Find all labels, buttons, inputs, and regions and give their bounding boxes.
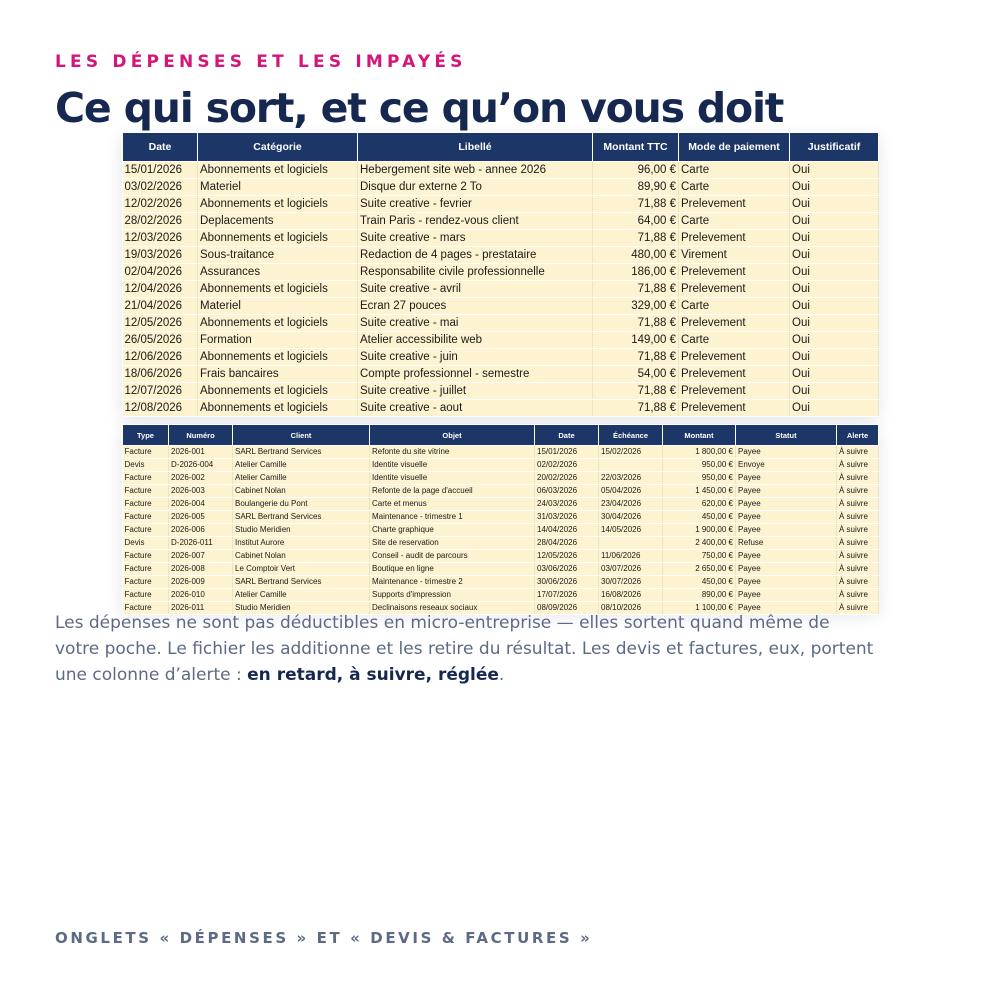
table-cell: Payee <box>736 446 837 459</box>
table-cell: Payee <box>736 602 837 615</box>
table-cell: 15/01/2026 <box>123 162 198 179</box>
table-cell: Carte et menus <box>370 498 535 511</box>
table-cell: 03/02/2026 <box>123 179 198 196</box>
table-cell: Payee <box>736 472 837 485</box>
table-cell: Ecran 27 pouces <box>358 298 593 315</box>
table-cell: 71,88 € <box>593 383 679 400</box>
factures-col-header: Statut <box>736 425 837 446</box>
table-cell: 149,00 € <box>593 332 679 349</box>
table-cell: Prelevement <box>679 383 790 400</box>
table-cell: Boutique en ligne <box>370 563 535 576</box>
table-cell: SARL Bertrand Services <box>233 511 370 524</box>
table-cell: Atelier accessibilite web <box>358 332 593 349</box>
table-cell: Prelevement <box>679 400 790 417</box>
table-cell: 12/08/2026 <box>123 400 198 417</box>
depenses-col-header: Date <box>123 133 198 162</box>
table-cell: Payee <box>736 563 837 576</box>
table-cell: 12/06/2026 <box>123 349 198 366</box>
table-cell: Oui <box>790 366 879 383</box>
table-cell: Oui <box>790 162 879 179</box>
table-cell: 08/10/2026 <box>599 602 663 615</box>
table-cell: À suivre <box>837 550 879 563</box>
table-cell: 05/04/2026 <box>599 485 663 498</box>
factures-col-header: Échéance <box>599 425 663 446</box>
table-cell: À suivre <box>837 602 879 615</box>
table-cell: Declinaisons reseaux sociaux <box>370 602 535 615</box>
table-cell: Facture <box>123 524 169 537</box>
table-cell: À suivre <box>837 576 879 589</box>
table-cell: 620,00 € <box>663 498 736 511</box>
table-cell: 2 650,00 € <box>663 563 736 576</box>
table-cell: Suite creative - fevrier <box>358 196 593 213</box>
table-cell: 54,00 € <box>593 366 679 383</box>
table-cell: 06/03/2026 <box>535 485 599 498</box>
table-cell: 22/03/2026 <box>599 472 663 485</box>
table-row <box>123 332 879 349</box>
table-cell: 12/05/2026 <box>123 315 198 332</box>
table-cell: Redaction de 4 pages - prestataire <box>358 247 593 264</box>
table-cell: Prelevement <box>679 196 790 213</box>
table-row <box>123 213 879 230</box>
table-cell: À suivre <box>837 563 879 576</box>
table-cell: 64,00 € <box>593 213 679 230</box>
table-row <box>123 400 879 417</box>
depenses-col-header: Mode de paiement <box>679 133 790 162</box>
depenses-col-header: Justificatif <box>790 133 879 162</box>
table-cell: 71,88 € <box>593 196 679 213</box>
table-cell: Carte <box>679 332 790 349</box>
table-row <box>123 162 879 179</box>
depenses-col-header: Catégorie <box>198 133 358 162</box>
table-cell: 23/04/2026 <box>599 498 663 511</box>
table-cell: Suite creative - juin <box>358 349 593 366</box>
table-cell: 1 450,00 € <box>663 485 736 498</box>
table-cell: 15/01/2026 <box>535 446 599 459</box>
table-cell: Conseil - audit de parcours <box>370 550 535 563</box>
table-cell: 1 800,00 € <box>663 446 736 459</box>
table-cell: Abonnements et logiciels <box>198 281 358 298</box>
factures-header-row <box>123 425 879 446</box>
table-cell: Abonnements et logiciels <box>198 315 358 332</box>
table-row <box>123 524 879 537</box>
table-cell: Responsabilite civile professionnelle <box>358 264 593 281</box>
table-cell: Oui <box>790 230 879 247</box>
table-cell: D-2026-004 <box>169 459 233 472</box>
table-cell: Oui <box>790 196 879 213</box>
table-cell: Oui <box>790 400 879 417</box>
table-cell: 15/02/2026 <box>599 446 663 459</box>
table-cell: 450,00 € <box>663 576 736 589</box>
table-row <box>123 366 879 383</box>
table-row <box>123 563 879 576</box>
table-cell: Payee <box>736 576 837 589</box>
table-cell: 11/06/2026 <box>599 550 663 563</box>
table-cell: 30/07/2026 <box>599 576 663 589</box>
depenses-body <box>123 162 879 417</box>
table-cell: D-2026-011 <box>169 537 233 550</box>
table-cell: 12/04/2026 <box>123 281 198 298</box>
table-cell: Suite creative - mars <box>358 230 593 247</box>
table-row <box>123 230 879 247</box>
table-cell: 31/03/2026 <box>535 511 599 524</box>
table-cell: Devis <box>123 537 169 550</box>
table-cell: Charte graphique <box>370 524 535 537</box>
table-cell: Facture <box>123 485 169 498</box>
table-cell: Virement <box>679 247 790 264</box>
table-cell: Atelier Camille <box>233 459 370 472</box>
table-cell: Payee <box>736 589 837 602</box>
table-cell: Payee <box>736 485 837 498</box>
table-cell: 71,88 € <box>593 230 679 247</box>
table-cell: 71,88 € <box>593 349 679 366</box>
depenses-col-header: Montant TTC <box>593 133 679 162</box>
table-cell: 12/07/2026 <box>123 383 198 400</box>
table-cell: À suivre <box>837 524 879 537</box>
table-cell: 750,00 € <box>663 550 736 563</box>
table-cell: Payee <box>736 511 837 524</box>
table-cell: 2026-001 <box>169 446 233 459</box>
table-cell: Abonnements et logiciels <box>198 383 358 400</box>
section-kicker: LES DÉPENSES ET LES IMPAYÉS <box>55 52 467 72</box>
table-cell: Suite creative - aout <box>358 400 593 417</box>
table-cell: À suivre <box>837 537 879 550</box>
table-cell <box>599 459 663 472</box>
table-cell: À suivre <box>837 498 879 511</box>
table-cell: 21/04/2026 <box>123 298 198 315</box>
table-cell: Le Comptoir Vert <box>233 563 370 576</box>
table-cell: 2026-008 <box>169 563 233 576</box>
depenses-col-header: Libellé <box>358 133 593 162</box>
table-cell: 26/05/2026 <box>123 332 198 349</box>
explanation-end: . <box>498 665 505 685</box>
table-cell: Refonte du site vitrine <box>370 446 535 459</box>
table-row <box>123 472 879 485</box>
table-cell: 89,90 € <box>593 179 679 196</box>
table-cell: Identite visuelle <box>370 459 535 472</box>
factures-col-header: Alerte <box>837 425 879 446</box>
table-cell: Atelier Camille <box>233 589 370 602</box>
table-row <box>123 537 879 550</box>
table-cell: 950,00 € <box>663 472 736 485</box>
table-cell: 08/09/2026 <box>535 602 599 615</box>
table-cell: Deplacements <box>198 213 358 230</box>
table-cell: Abonnements et logiciels <box>198 196 358 213</box>
table-cell: 2026-004 <box>169 498 233 511</box>
table-cell: Refuse <box>736 537 837 550</box>
table-cell: Facture <box>123 550 169 563</box>
table-cell: 950,00 € <box>663 459 736 472</box>
table-row <box>123 179 879 196</box>
table-cell: Payee <box>736 498 837 511</box>
table-cell: Assurances <box>198 264 358 281</box>
table-cell: Carte <box>679 213 790 230</box>
table-row <box>123 349 879 366</box>
table-cell: Hebergement site web - annee 2026 <box>358 162 593 179</box>
table-cell: Carte <box>679 179 790 196</box>
table-cell: SARL Bertrand Services <box>233 446 370 459</box>
table-row <box>123 264 879 281</box>
footer-caption: ONGLETS « DÉPENSES » ET « DEVIS & FACTURES » <box>55 929 593 947</box>
table-cell: 2026-002 <box>169 472 233 485</box>
table-cell: Maintenance - trimestre 1 <box>370 511 535 524</box>
table-cell: Prelevement <box>679 349 790 366</box>
table-cell: Facture <box>123 563 169 576</box>
table-cell: Materiel <box>198 298 358 315</box>
table-cell: Studio Meridien <box>233 524 370 537</box>
table-cell: Refonte de la page d'accueil <box>370 485 535 498</box>
table-cell: À suivre <box>837 459 879 472</box>
table-cell: Boulangerie du Pont <box>233 498 370 511</box>
table-cell: Cabinet Nolan <box>233 485 370 498</box>
table-cell: À suivre <box>837 472 879 485</box>
table-cell: Institut Aurore <box>233 537 370 550</box>
table-cell: Disque dur externe 2 To <box>358 179 593 196</box>
table-cell <box>599 537 663 550</box>
table-cell: 02/02/2026 <box>535 459 599 472</box>
table-cell: Abonnements et logiciels <box>198 400 358 417</box>
table-cell: Frais bancaires <box>198 366 358 383</box>
table-cell: 329,00 € <box>593 298 679 315</box>
explanation-text: Les dépenses ne sont pas déductibles en micro-entreprise — elles sortent quand même de votre poche. Le fichier les additionne et les retire du résultat. Les devis et factures, eux, portent une colonne d’alerte : <box>55 613 874 685</box>
table-cell: 28/04/2026 <box>535 537 599 550</box>
table-cell: 30/06/2026 <box>535 576 599 589</box>
table-row <box>123 383 879 400</box>
table-cell: Cabinet Nolan <box>233 550 370 563</box>
table-cell: Oui <box>790 383 879 400</box>
table-cell: Prelevement <box>679 264 790 281</box>
depenses-table <box>122 132 879 417</box>
table-cell: Identite visuelle <box>370 472 535 485</box>
table-cell: Oui <box>790 349 879 366</box>
depenses-sheet-screenshot <box>122 132 878 413</box>
table-cell: 2026-005 <box>169 511 233 524</box>
factures-col-header: Montant <box>663 425 736 446</box>
table-row <box>123 576 879 589</box>
explanation-paragraph <box>55 610 875 688</box>
table-cell: Supports d'impression <box>370 589 535 602</box>
table-row <box>123 589 879 602</box>
table-row <box>123 315 879 332</box>
table-cell: 1 100,00 € <box>663 602 736 615</box>
table-cell: Oui <box>790 213 879 230</box>
table-row <box>123 550 879 563</box>
table-cell: Facture <box>123 576 169 589</box>
table-cell: 2026-010 <box>169 589 233 602</box>
table-cell: 03/07/2026 <box>599 563 663 576</box>
table-cell: 2026-011 <box>169 602 233 615</box>
table-cell: Suite creative - mai <box>358 315 593 332</box>
table-cell: Oui <box>790 332 879 349</box>
table-cell: 2026-003 <box>169 485 233 498</box>
table-row <box>123 446 879 459</box>
table-cell: Maintenance - trimestre 2 <box>370 576 535 589</box>
table-cell: Studio Meridien <box>233 602 370 615</box>
table-cell: 450,00 € <box>663 511 736 524</box>
table-cell: Facture <box>123 589 169 602</box>
table-cell: Facture <box>123 446 169 459</box>
table-cell: Facture <box>123 511 169 524</box>
table-cell: À suivre <box>837 589 879 602</box>
factures-sheet-screenshot <box>122 424 878 612</box>
table-cell: 03/06/2026 <box>535 563 599 576</box>
table-cell: SARL Bertrand Services <box>233 576 370 589</box>
table-cell: 2026-007 <box>169 550 233 563</box>
page-title: Ce qui sort, et ce qu’on vous doit <box>55 84 784 132</box>
table-cell: Oui <box>790 247 879 264</box>
table-cell: 19/03/2026 <box>123 247 198 264</box>
table-cell: 186,00 € <box>593 264 679 281</box>
table-cell: Carte <box>679 162 790 179</box>
table-cell: À suivre <box>837 446 879 459</box>
table-cell: 890,00 € <box>663 589 736 602</box>
factures-body <box>123 446 879 615</box>
table-cell: 18/06/2026 <box>123 366 198 383</box>
table-cell: Materiel <box>198 179 358 196</box>
table-row <box>123 298 879 315</box>
table-cell: 02/04/2026 <box>123 264 198 281</box>
table-cell: Oui <box>790 281 879 298</box>
table-cell: Site de reservation <box>370 537 535 550</box>
table-cell: Facture <box>123 602 169 615</box>
table-cell: 2 400,00 € <box>663 537 736 550</box>
table-cell: Oui <box>790 264 879 281</box>
table-cell: Sous-traitance <box>198 247 358 264</box>
factures-col-header: Date <box>535 425 599 446</box>
table-cell: Compte professionnel - semestre <box>358 366 593 383</box>
factures-col-header: Type <box>123 425 169 446</box>
table-row <box>123 281 879 298</box>
table-cell: Oui <box>790 179 879 196</box>
table-cell: 2026-006 <box>169 524 233 537</box>
table-row <box>123 485 879 498</box>
table-cell: 20/02/2026 <box>535 472 599 485</box>
table-cell: 14/05/2026 <box>599 524 663 537</box>
table-cell: 2026-009 <box>169 576 233 589</box>
table-cell: Facture <box>123 472 169 485</box>
table-cell: Payee <box>736 550 837 563</box>
table-cell: Oui <box>790 315 879 332</box>
table-cell: 12/05/2026 <box>535 550 599 563</box>
table-cell: Abonnements et logiciels <box>198 230 358 247</box>
table-row <box>123 459 879 472</box>
alert-states: en retard, à suivre, réglée <box>247 665 499 685</box>
table-cell: Carte <box>679 298 790 315</box>
table-cell: 480,00 € <box>593 247 679 264</box>
depenses-header-row <box>123 133 879 162</box>
table-cell: Abonnements et logiciels <box>198 349 358 366</box>
table-cell: 14/04/2026 <box>535 524 599 537</box>
table-cell: Atelier Camille <box>233 472 370 485</box>
table-row <box>123 196 879 213</box>
table-cell: Suite creative - avril <box>358 281 593 298</box>
factures-col-header: Client <box>233 425 370 446</box>
table-cell: 24/03/2026 <box>535 498 599 511</box>
factures-col-header: Objet <box>370 425 535 446</box>
table-cell: Formation <box>198 332 358 349</box>
table-cell: Facture <box>123 498 169 511</box>
table-cell: Abonnements et logiciels <box>198 162 358 179</box>
table-cell: Suite creative - juillet <box>358 383 593 400</box>
table-cell: 71,88 € <box>593 315 679 332</box>
table-cell: 17/07/2026 <box>535 589 599 602</box>
table-cell: 71,88 € <box>593 281 679 298</box>
table-cell: Prelevement <box>679 315 790 332</box>
table-row <box>123 247 879 264</box>
factures-table <box>122 424 879 615</box>
table-cell: Envoye <box>736 459 837 472</box>
table-cell: Prelevement <box>679 281 790 298</box>
table-cell: 71,88 € <box>593 400 679 417</box>
table-cell: À suivre <box>837 511 879 524</box>
table-cell: 30/04/2026 <box>599 511 663 524</box>
factures-col-header: Numéro <box>169 425 233 446</box>
table-cell: 12/03/2026 <box>123 230 198 247</box>
table-cell: Prelevement <box>679 230 790 247</box>
table-row <box>123 511 879 524</box>
table-cell: 28/02/2026 <box>123 213 198 230</box>
table-cell: Payee <box>736 524 837 537</box>
table-cell: 96,00 € <box>593 162 679 179</box>
table-cell: À suivre <box>837 485 879 498</box>
table-row <box>123 498 879 511</box>
table-cell: 12/02/2026 <box>123 196 198 213</box>
table-cell: 16/08/2026 <box>599 589 663 602</box>
table-cell: 1 900,00 € <box>663 524 736 537</box>
table-cell: Train Paris - rendez-vous client <box>358 213 593 230</box>
table-cell: Oui <box>790 298 879 315</box>
table-cell: Prelevement <box>679 366 790 383</box>
table-cell: Devis <box>123 459 169 472</box>
